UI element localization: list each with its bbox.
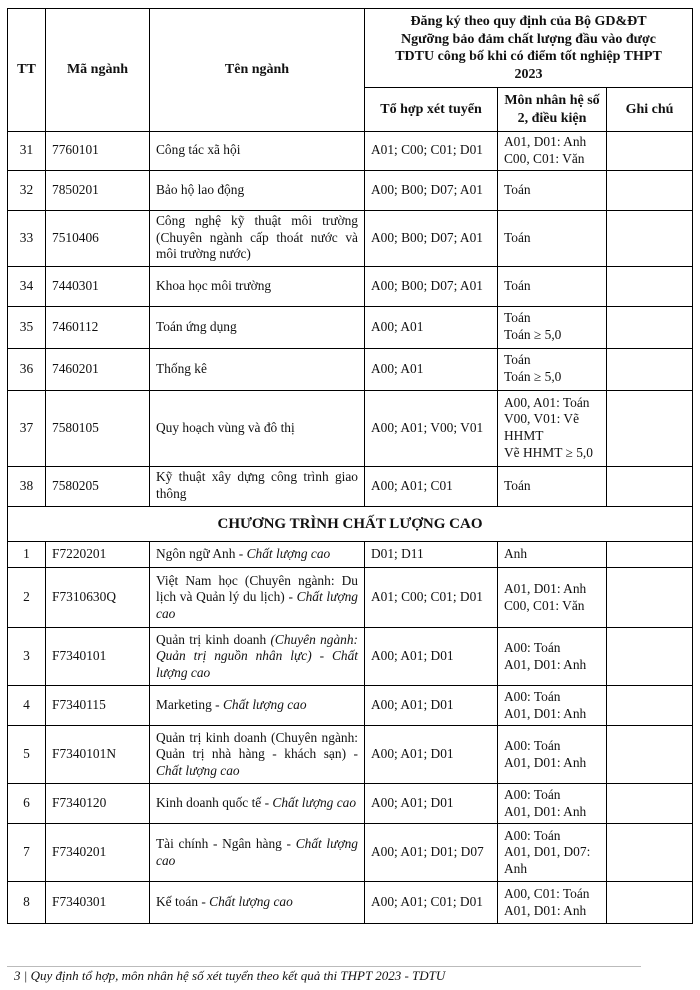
cell-subject	[498, 824, 607, 882]
cell-subject-line: A00: Toán	[504, 827, 561, 843]
header-group	[365, 9, 693, 88]
table-row	[8, 170, 693, 210]
cell-subject	[498, 784, 607, 824]
cell-name-text: Marketing -	[156, 697, 223, 713]
section-row	[8, 506, 693, 542]
cell-note	[607, 686, 693, 726]
cell-code: F7340301	[46, 882, 150, 924]
cell-subject-line: A00: Toán	[504, 738, 561, 753]
cell-tt: 3	[8, 628, 46, 686]
header-group-line: Đăng ký theo quy định của Bộ GD&ĐT	[410, 14, 647, 29]
cell-name-text: Quy hoạch vùng và đô thị	[156, 419, 295, 435]
cell-code: 7510406	[46, 210, 150, 266]
cell-tt: 1	[8, 542, 46, 568]
cell-combination: D01; D11	[365, 542, 498, 568]
cell-tt: 7	[8, 824, 46, 882]
cell-name-italic: Chất lượng cao	[156, 763, 240, 779]
cell-name-text: Ngôn ngữ Anh -	[156, 546, 247, 562]
cell-code: 7460112	[46, 306, 150, 348]
cell-note	[607, 306, 693, 348]
cell-subject	[498, 568, 607, 628]
table-row	[8, 824, 693, 882]
cell-combination: A00; A01; C01	[365, 466, 498, 506]
cell-code: 7460201	[46, 348, 150, 390]
cell-name	[150, 628, 365, 686]
cell-note	[607, 824, 693, 882]
table-row	[8, 686, 693, 726]
cell-subject-line: Toán	[504, 229, 531, 245]
cell-code: 7760101	[46, 132, 150, 171]
cell-combination: A00; A01; V00; V01	[365, 390, 498, 466]
cell-name-text: Công nghệ kỹ thuật môi trường (Chuyên ngành cấp thoát nước và môi trường nước)	[156, 212, 358, 262]
table-row	[8, 726, 693, 784]
cell-subject	[498, 686, 607, 726]
cell-tt: 8	[8, 882, 46, 924]
cell-subject	[498, 170, 607, 210]
cell-subject-line: V00, V01: Vẽ HHMT	[504, 411, 580, 443]
cell-name-italic: (Chuyên ngành: Quản trị nguồn nhân lực) - Chất lượng cao	[156, 631, 359, 681]
cell-name	[150, 882, 365, 924]
cell-name-italic: Chất lượng cao	[246, 546, 331, 562]
cell-note	[607, 390, 693, 466]
cell-combination: A00; A01; D01	[365, 784, 498, 824]
table-row	[8, 568, 693, 628]
cell-name-text: Quản trị kinh doanh (Chuyên ngành: Quản trị nhà hàng - khách sạn) -	[156, 729, 358, 762]
cell-name	[150, 466, 365, 506]
cell-name	[150, 726, 365, 784]
table-row	[8, 306, 693, 348]
cell-note	[607, 466, 693, 506]
cell-subject-line: A01, D01: Anh	[504, 134, 587, 149]
cell-subject	[498, 542, 607, 568]
table-row	[8, 266, 693, 306]
cell-tt: 31	[8, 132, 46, 171]
header-group-line: Ngưỡng bảo đảm chất lượng đầu vào được	[400, 31, 656, 47]
header-tt: TT	[8, 9, 46, 132]
cell-tt: 33	[8, 210, 46, 266]
cell-combination: A01; C00; C01; D01	[365, 568, 498, 628]
cell-subject-line: Toán	[504, 477, 531, 493]
cell-name-text: Quản trị kinh doanh	[156, 631, 271, 647]
cell-name-italic: Chất lượng cao	[272, 795, 357, 811]
table-row	[8, 882, 693, 924]
cell-note	[607, 170, 693, 210]
header-group-line: TDTU công bố khi có điểm tốt nghiệp THPT	[395, 49, 662, 64]
cell-combination: A00; A01; D01; D07	[365, 824, 498, 882]
cell-name-text: Khoa học môi trường	[156, 277, 272, 293]
cell-tt: 2	[8, 568, 46, 628]
header-note: Ghi chú	[607, 88, 693, 132]
cell-subject	[498, 882, 607, 924]
section-title: CHƯƠNG TRÌNH CHẤT LƯỢNG CAO	[8, 506, 693, 542]
cell-name-text: Kế toán -	[156, 894, 210, 910]
cell-subject-line: A00: Toán	[504, 787, 561, 802]
cell-tt: 36	[8, 348, 46, 390]
cell-name-text: Thống kê	[156, 360, 207, 376]
cell-note	[607, 348, 693, 390]
cell-name-text: Tài chính - Ngân hàng -	[156, 836, 296, 851]
cell-subject-line: A01, D01: Anh	[504, 902, 587, 918]
cell-code: F7340115	[46, 686, 150, 726]
cell-combination: A00; B00; D07; A01	[365, 266, 498, 306]
cell-combination: A00; A01; D01	[365, 686, 498, 726]
cell-code: 7850201	[46, 170, 150, 210]
cell-tt: 35	[8, 306, 46, 348]
cell-subject	[498, 210, 607, 266]
cell-code: F7340101N	[46, 726, 150, 784]
admission-table	[7, 8, 693, 924]
cell-subject	[498, 628, 607, 686]
header-subject: Môn nhân hệ số 2, điều kiện	[498, 88, 607, 132]
cell-name-italic: Chất lượng cao	[222, 697, 307, 713]
cell-subject	[498, 390, 607, 466]
table-row	[8, 784, 693, 824]
cell-subject-line: C00, C01: Văn	[504, 597, 585, 613]
cell-name-text: Bảo hộ lao động	[156, 181, 245, 197]
cell-name-text: Kỹ thuật xây dựng công trình giao thông	[156, 469, 358, 501]
cell-subject-line: A01, D01: Anh	[504, 803, 587, 819]
cell-name-text: Công tác xã hội	[156, 142, 241, 158]
cell-subject-line: A01, D01, D07: Anh	[504, 844, 591, 877]
header-combo: Tổ hợp xét tuyển	[365, 88, 498, 132]
cell-subject-line: Toán ≥ 5,0	[504, 369, 562, 384]
cell-tt: 6	[8, 784, 46, 824]
table-row	[8, 390, 693, 466]
table-body	[8, 132, 693, 924]
cell-note	[607, 266, 693, 306]
cell-code: F7310630Q	[46, 568, 150, 628]
cell-note	[607, 568, 693, 628]
cell-name	[150, 348, 365, 390]
table-row	[8, 348, 693, 390]
cell-name	[150, 542, 365, 568]
cell-note	[607, 210, 693, 266]
cell-combination: A00; B00; D07; A01	[365, 210, 498, 266]
cell-tt: 38	[8, 466, 46, 506]
cell-name-italic: Chất lượng cao	[209, 894, 293, 910]
cell-name	[150, 824, 365, 882]
cell-subject-line: Toán	[504, 277, 531, 293]
table-row	[8, 210, 693, 266]
cell-combination: A00; A01	[365, 348, 498, 390]
cell-subject-line: A00, C01: Toán	[504, 886, 590, 901]
cell-combination: A00; B00; D07; A01	[365, 170, 498, 210]
header-name: Tên ngành	[150, 9, 365, 132]
cell-tt: 4	[8, 686, 46, 726]
cell-code: F7220201	[46, 542, 150, 568]
header-code: Mã ngành	[46, 9, 150, 132]
cell-tt: 5	[8, 726, 46, 784]
cell-code: F7340120	[46, 784, 150, 824]
cell-subject	[498, 348, 607, 390]
cell-code: 7580205	[46, 466, 150, 506]
table-row	[8, 542, 693, 568]
cell-note	[607, 882, 693, 924]
cell-name-text: Việt Nam học (Chuyên ngành: Du lịch và Quản lý du lịch) -	[156, 572, 358, 605]
cell-name	[150, 266, 365, 306]
cell-subject-line: A00, A01: Toán	[504, 394, 590, 410]
page-footer: 3 | Quy định tổ hợp, môn nhân hệ số xét tuyển theo kết quả thi THPT 2023 - TDTU	[14, 968, 446, 983]
cell-subject-line: A01, D01: Anh	[504, 581, 587, 596]
cell-name-text: Kinh doanh quốc tế -	[156, 795, 273, 811]
cell-name	[150, 390, 365, 466]
header-row-1	[8, 9, 693, 88]
cell-subject-line: A01, D01: Anh	[504, 656, 587, 672]
cell-name	[150, 784, 365, 824]
cell-subject-line: Toán	[504, 181, 531, 197]
cell-name	[150, 170, 365, 210]
cell-note	[607, 628, 693, 686]
cell-note	[607, 132, 693, 171]
cell-combination: A00; A01; D01	[365, 726, 498, 784]
cell-subject-line: Toán	[504, 352, 531, 368]
cell-combination: A00; A01	[365, 306, 498, 348]
cell-note	[607, 784, 693, 824]
cell-tt: 34	[8, 266, 46, 306]
cell-code: F7340201	[46, 824, 150, 882]
cell-tt: 37	[8, 390, 46, 466]
cell-subject	[498, 726, 607, 784]
table-row	[8, 628, 693, 686]
cell-subject	[498, 306, 607, 348]
cell-name-text: Toán ứng dụng	[156, 318, 237, 334]
cell-subject	[498, 466, 607, 506]
cell-name	[150, 568, 365, 628]
cell-name	[150, 306, 365, 348]
cell-name	[150, 132, 365, 171]
cell-code: F7340101	[46, 628, 150, 686]
cell-subject-line: C00, C01: Văn	[504, 150, 585, 166]
cell-combination: A00; A01; C01; D01	[365, 882, 498, 924]
table-row	[8, 132, 693, 171]
cell-name-italic: Chất lượng cao	[156, 836, 358, 868]
cell-name-italic: Chất lượng cao	[156, 589, 358, 622]
cell-code: 7440301	[46, 266, 150, 306]
cell-code: 7580105	[46, 390, 150, 466]
footer-divider	[7, 966, 641, 967]
cell-subject-line: A01, D01: Anh	[504, 754, 587, 770]
header-group-line: 2023	[514, 66, 543, 82]
cell-name	[150, 210, 365, 266]
cell-subject	[498, 132, 607, 171]
cell-tt: 32	[8, 170, 46, 210]
cell-note	[607, 726, 693, 784]
cell-subject-line: A01, D01: Anh	[504, 705, 587, 721]
cell-subject-line: Anh	[504, 546, 528, 562]
cell-combination: A01; C00; C01; D01	[365, 132, 498, 171]
cell-subject-line: Toán	[504, 310, 531, 326]
cell-note	[607, 542, 693, 568]
cell-subject-line: A00: Toán	[504, 689, 561, 704]
cell-subject-line: Vẽ HHMT ≥ 5,0	[504, 444, 593, 460]
table-row	[8, 466, 693, 506]
cell-name	[150, 686, 365, 726]
cell-combination: A00; A01; D01	[365, 628, 498, 686]
cell-subject	[498, 266, 607, 306]
cell-subject-line: Toán ≥ 5,0	[504, 327, 562, 342]
cell-subject-line: A00: Toán	[504, 640, 561, 655]
